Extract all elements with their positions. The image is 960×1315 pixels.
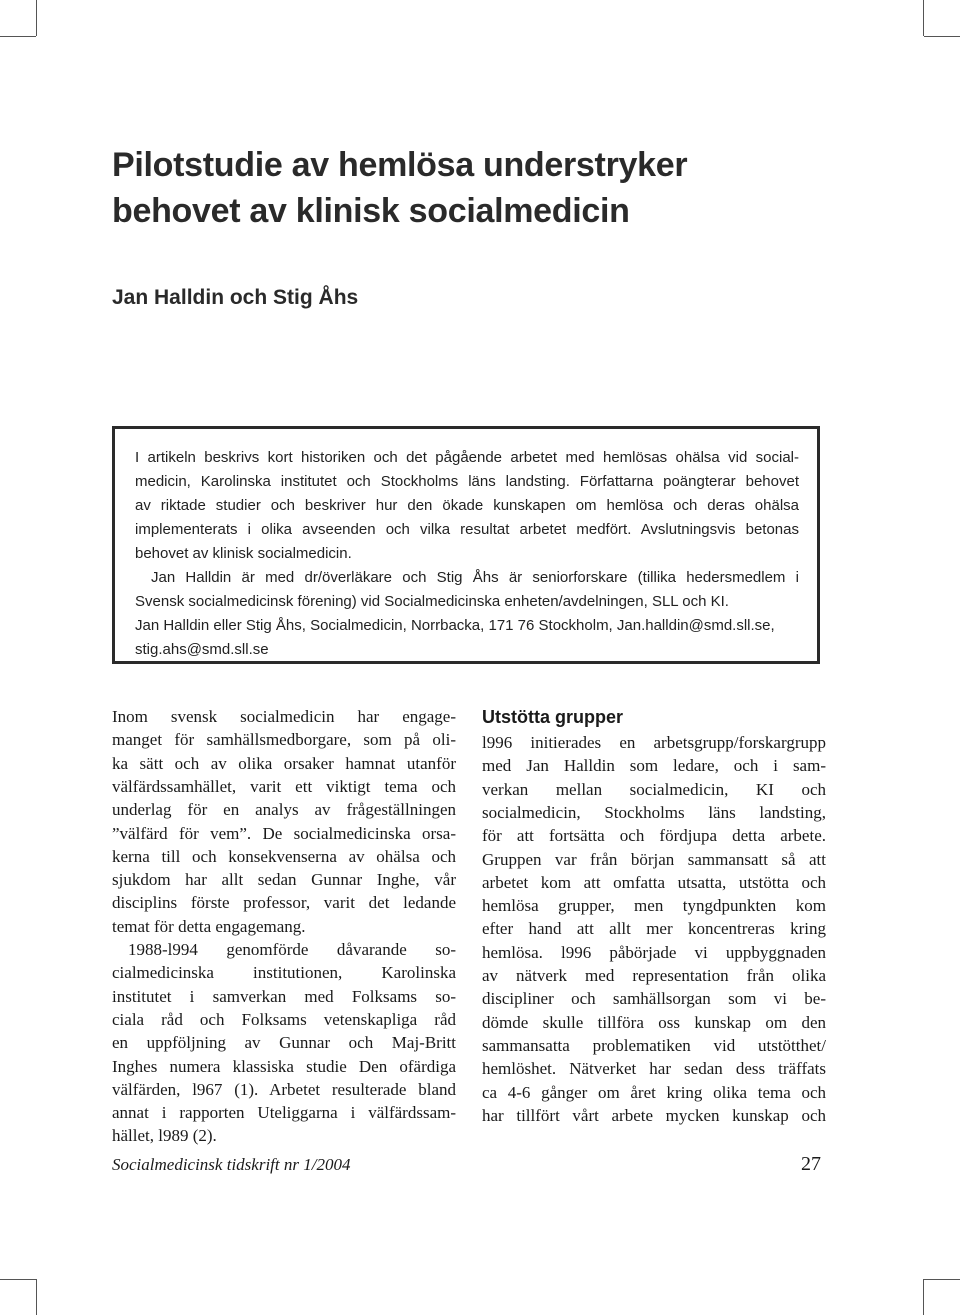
abstract-line: Svensk socialmedicinsk förening) vid Socialmedicinska enheten/avdelningen, SLL och KI. xyxy=(135,593,729,610)
abstract-line: Jan Halldin är med dr/överläkare och Stig Åhs är seniorforskare (tillika hedersmedlem i xyxy=(151,569,799,586)
article-title-line: Pilotstudie av hemlösa understryker xyxy=(112,146,688,184)
body-line: Inghes numera klassiska studie Den ofärdiga xyxy=(112,1056,456,1076)
body-line: l996 initierades en arbetsgrupp/forskargrupp xyxy=(482,733,826,752)
body-line: Inom svensk socialmedicin har engage- xyxy=(112,707,456,726)
body-column-right xyxy=(482,732,826,1132)
body-line: 1988-l994 genomförde dåvarande so- xyxy=(128,940,456,959)
body-line: välfärdssamhället, varit ett viktigt tema och xyxy=(112,776,456,796)
body-line: dömde skulle tillföra oss kunskap om den xyxy=(482,1012,826,1032)
body-line: för att fortsätta och fördjupa detta arbete. xyxy=(482,826,826,846)
article-title-line: behovet av klinisk socialmedicin xyxy=(112,192,630,230)
section-heading: Utstötta grupper xyxy=(482,707,623,727)
article-authors: Jan Halldin och Stig Åhs xyxy=(112,286,359,309)
body-line: sammansatta problematiken vid utstötthet/ xyxy=(482,1035,826,1055)
body-line: Gruppen var från början sammansatt så att xyxy=(482,849,826,869)
crop-mark-bottom-right-v xyxy=(923,1279,924,1315)
body-line: underlag för en analys av frågeställningen xyxy=(112,800,456,820)
body-line: med Jan Halldin som ledare, och i sam- xyxy=(482,756,826,776)
body-line: verkan mellan socialmedicin, KI och xyxy=(482,779,826,799)
body-line: disciplins förste professor, varit det ledande xyxy=(112,893,456,913)
body-line: hemlöshet. Nätverket har sedan dess träffats xyxy=(482,1059,826,1079)
body-line: av nätverk med representation från olika xyxy=(482,966,826,985)
body-line: hemlösa. l996 påbörjade vi uppbyggnaden xyxy=(482,942,826,962)
body-line: ciala råd och Folksams vetenskapliga råd xyxy=(112,1009,456,1029)
crop-mark-bottom-right-h xyxy=(924,1279,960,1280)
abstract-contact-line: stig.ahs@smd.sll.se xyxy=(135,641,269,658)
body-line: hället, l989 (2). xyxy=(112,1126,217,1146)
crop-mark-top-left-v xyxy=(36,0,37,36)
abstract-contact-line: Jan Halldin eller Stig Åhs, Socialmedicin, Norrbacka, 171 76 Stockholm, Jan.halldin@smd.sll.se, xyxy=(135,617,775,634)
body-line: ”välfärd för vem”. De socialmedicinska orsa- xyxy=(112,823,456,843)
body-line: kerna till och konsekvenserna av ohälsa och xyxy=(112,846,456,866)
crop-mark-top-left-h xyxy=(0,36,36,37)
body-line: ca 4-6 gånger om året kring olika tema och xyxy=(482,1082,826,1102)
body-line: cialmedicinska institutionen, Karolinska xyxy=(112,963,456,983)
abstract-box xyxy=(112,426,820,664)
abstract-line: av riktade studier och beskriver hur den ökade kunskapen om hemlösa och deras ohälsa xyxy=(135,497,799,514)
crop-mark-bottom-left-h xyxy=(0,1279,36,1280)
body-line: institutet i samverkan med Folksams so- xyxy=(112,986,456,1006)
body-line: annat i rapporten Uteliggarna i välfärdssam- xyxy=(112,1103,456,1123)
crop-mark-bottom-left-v xyxy=(36,1279,37,1315)
body-line: en uppföljning av Gunnar och Maj-Britt xyxy=(112,1033,456,1053)
body-line: efter hand att allt mer koncentreras kring xyxy=(482,919,826,939)
footer-journal-name: Socialmedicinsk tidskrift nr 1/2004 xyxy=(112,1155,351,1174)
body-line: temat för detta engagemang. xyxy=(112,916,306,936)
crop-mark-top-right-v xyxy=(923,0,924,36)
abstract-line: implementerats i olika avseenden och vilka resultat arbetet medfört. Avslutningsvis betonas xyxy=(135,521,799,538)
crop-mark-top-right-h xyxy=(924,36,960,37)
body-column-left xyxy=(112,706,456,1150)
body-line: ka sätt och av olika orsaker hamnat utanför xyxy=(112,753,456,773)
body-line: socialmedicin, Stockholms läns landsting, xyxy=(482,802,826,822)
page-number: 27 xyxy=(801,1153,821,1175)
body-line: arbetet kom att omfatta utsatta, utstötta och xyxy=(482,872,826,892)
body-line: sjukdom har allt sedan Gunnar Inghe, vår xyxy=(112,870,456,890)
body-line: hemlösa grupper, men tyngdpunkten kom xyxy=(482,896,826,916)
body-line: har tillfört vårt arbete mycken kunskap och xyxy=(482,1105,826,1125)
article-title xyxy=(112,142,687,234)
abstract-line: behovet av klinisk socialmedicin. xyxy=(135,545,352,562)
body-line: välfärden, l967 (1). Arbetet resulterade bland xyxy=(112,1079,456,1099)
body-line: discipliner och samhällsorgan som vi be- xyxy=(482,989,826,1009)
body-line: manget för samhällsmedborgare, som på oli- xyxy=(112,730,456,750)
abstract-line: medicin, Karolinska institutet och Stockholms läns landsting. Författarna poängterar behovet xyxy=(135,473,799,490)
abstract-line: I artikeln beskrivs kort historiken och det pågående arbetet med hemlösas ohälsa vid social- xyxy=(135,449,799,466)
